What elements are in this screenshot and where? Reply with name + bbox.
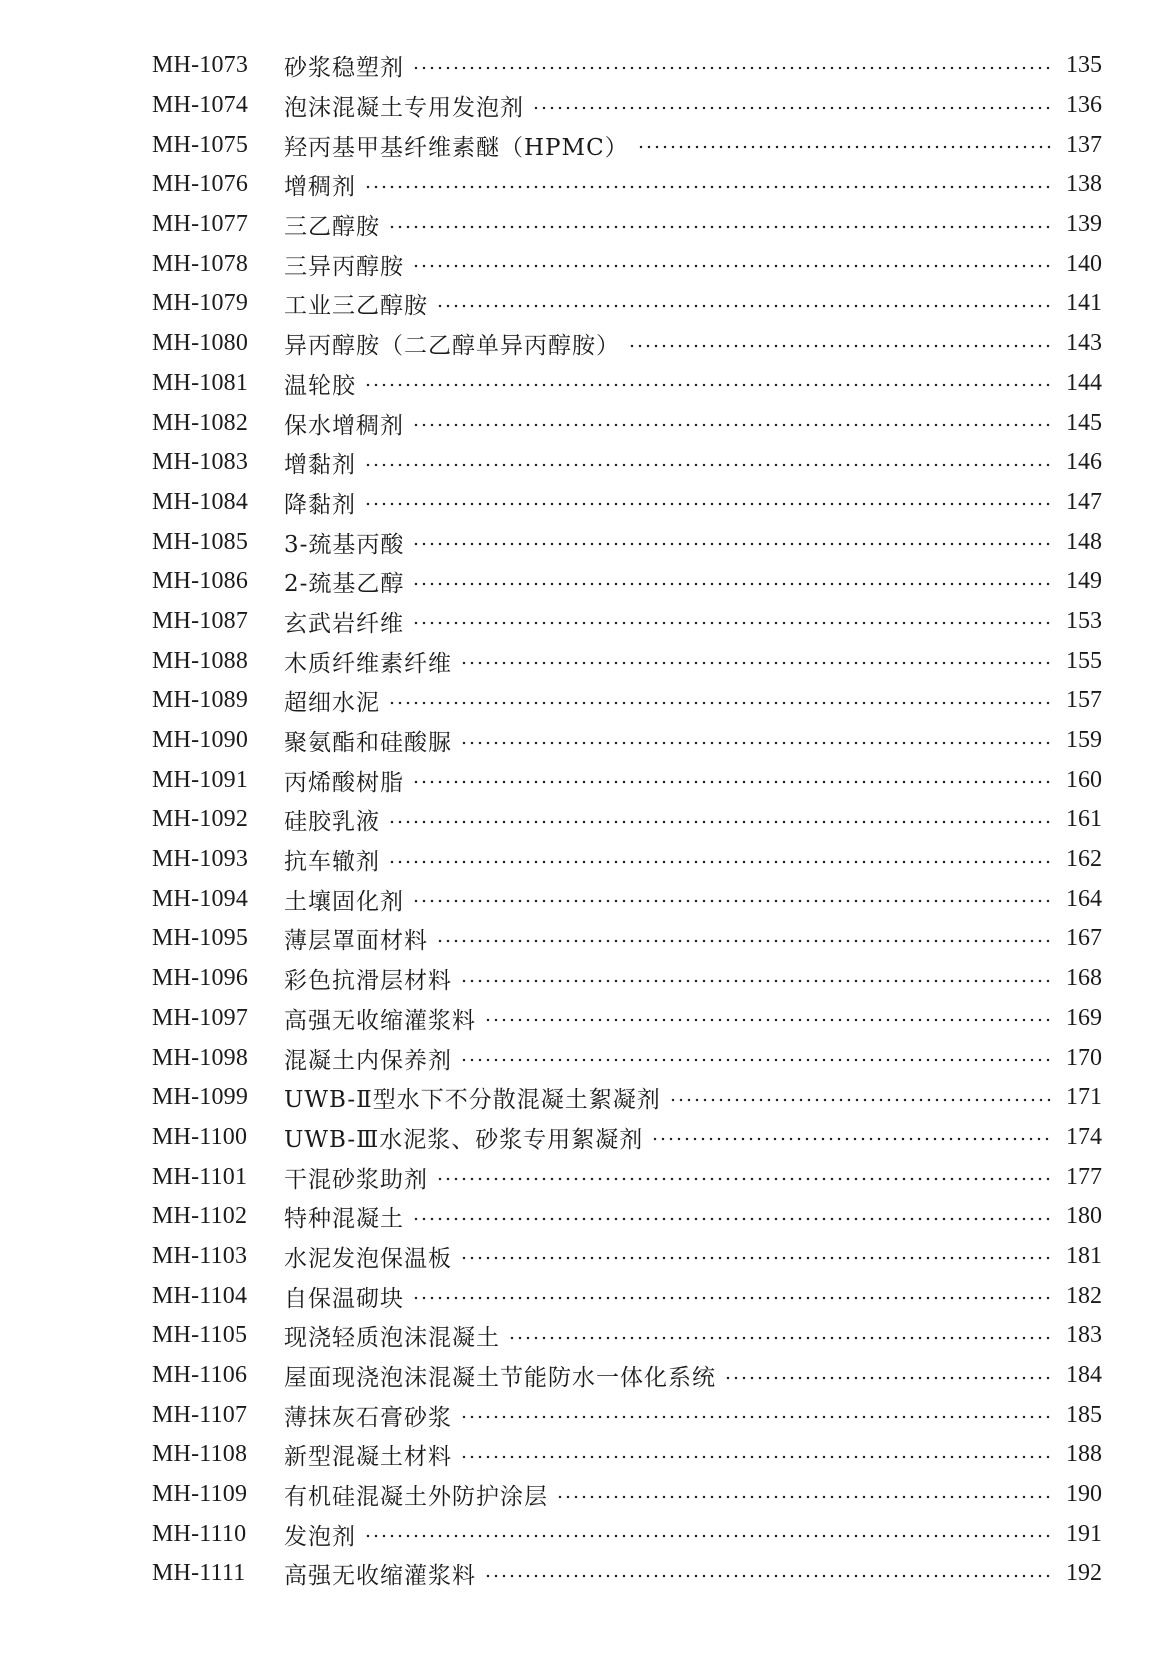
toc-entry-title: 有机硅混凝土外防护涂层: [284, 1484, 548, 1511]
toc-entry[interactable]: [152, 1554, 1102, 1594]
toc-entry[interactable]: [152, 800, 1102, 840]
toc-entry-page: 138: [1066, 171, 1102, 198]
toc-entry-code: MH-1096: [152, 965, 249, 992]
toc-entry-title: 降黏剂: [284, 491, 356, 518]
toc-entry[interactable]: [152, 443, 1102, 483]
dot-leader: [412, 582, 1052, 586]
toc-entry-title: 新型混凝土材料: [284, 1444, 452, 1471]
toc-entry[interactable]: [152, 959, 1102, 999]
toc-entry-title: 超细水泥: [284, 690, 380, 717]
toc-entry-title: 屋面现浇泡沫混凝土节能防水一体化系统: [284, 1365, 716, 1392]
toc-entry-page: 180: [1066, 1203, 1102, 1230]
toc-entry[interactable]: [152, 1118, 1102, 1158]
toc-entry[interactable]: [152, 1276, 1102, 1316]
toc-entry-code: MH-1093: [152, 846, 249, 873]
toc-entry[interactable]: [152, 602, 1102, 642]
toc-entry-title: 三乙醇胺: [284, 214, 380, 241]
toc-entry[interactable]: [152, 1078, 1102, 1118]
toc-entry[interactable]: [152, 86, 1102, 126]
toc-entry-code: MH-1111: [152, 1560, 246, 1587]
toc-entry-page: 192: [1066, 1560, 1102, 1587]
dot-leader: [412, 1296, 1052, 1300]
toc-entry[interactable]: [152, 324, 1102, 364]
toc-entry-title: 聚氨酯和硅酸脲: [284, 730, 452, 757]
toc-entry[interactable]: [152, 681, 1102, 721]
toc-entry[interactable]: [152, 403, 1102, 443]
toc-entry[interactable]: [152, 1475, 1102, 1515]
toc-entry[interactable]: [152, 879, 1102, 919]
toc-entry-page: 168: [1066, 965, 1102, 992]
toc-entry-title: 抗车辙剂: [284, 849, 380, 876]
toc-entry-code: MH-1103: [152, 1242, 248, 1269]
toc-entry-code: MH-1095: [152, 925, 249, 952]
toc-entry[interactable]: [152, 919, 1102, 959]
toc-entry-code: MH-1108: [152, 1441, 248, 1468]
toc-entry-page: 164: [1066, 885, 1102, 912]
toc-entry-page: 183: [1066, 1322, 1102, 1349]
toc-entry[interactable]: [152, 562, 1102, 602]
toc-entry-page: 136: [1066, 92, 1102, 119]
toc-entry-code: MH-1110: [152, 1520, 247, 1547]
toc-entry-code: MH-1086: [152, 568, 249, 595]
toc-entry-title: 工业三乙醇胺: [284, 293, 428, 320]
toc-entry-page: 137: [1066, 131, 1102, 158]
toc-entry-code: MH-1083: [152, 449, 249, 476]
dot-leader: [436, 304, 1052, 308]
dot-leader: [460, 741, 1052, 745]
toc-entry-code: MH-1076: [152, 171, 249, 198]
dot-leader: [412, 542, 1052, 546]
toc-entry-code: MH-1106: [152, 1362, 248, 1389]
dot-leader: [460, 1455, 1052, 1459]
dot-leader: [460, 1256, 1052, 1260]
dot-leader: [412, 780, 1052, 784]
toc-entry[interactable]: [152, 205, 1102, 245]
toc-entry-title: 丙烯酸树脂: [284, 769, 404, 796]
toc-entry-code: MH-1085: [152, 528, 249, 555]
toc-entry-title: 混凝土内保养剂: [284, 1047, 452, 1074]
dot-leader: [484, 1574, 1052, 1578]
toc-entry-page: 182: [1066, 1282, 1102, 1309]
dot-leader: [388, 225, 1052, 229]
dot-leader: [484, 1018, 1052, 1022]
toc-entry-code: MH-1090: [152, 727, 249, 754]
toc-entry-page: 144: [1066, 369, 1102, 396]
toc-entry[interactable]: [152, 1157, 1102, 1197]
toc-entry-code: MH-1089: [152, 687, 249, 714]
dot-leader: [436, 1177, 1052, 1181]
toc-entry-page: 155: [1066, 647, 1102, 674]
toc-entry-page: 146: [1066, 449, 1102, 476]
toc-entry-page: 190: [1066, 1481, 1102, 1508]
toc-entry-page: 170: [1066, 1044, 1102, 1071]
toc-entry-code: MH-1102: [152, 1203, 248, 1230]
toc-entry-page: 159: [1066, 727, 1102, 754]
toc-entry-title: 增黏剂: [284, 452, 356, 479]
dot-leader: [436, 939, 1052, 943]
toc-entry-title: 3-巯基丙酸: [284, 531, 405, 558]
toc-entry[interactable]: [152, 244, 1102, 284]
dot-leader: [412, 264, 1052, 268]
dot-leader: [388, 820, 1052, 824]
toc-entry[interactable]: [152, 165, 1102, 205]
toc-entry-page: 149: [1066, 568, 1102, 595]
toc-entry-title: 干混砂浆助剂: [284, 1166, 428, 1193]
toc-entry-page: 177: [1066, 1163, 1102, 1190]
toc-entry-code: MH-1081: [152, 369, 249, 396]
toc-entry-title: 彩色抗滑层材料: [284, 968, 452, 995]
toc-entry[interactable]: [152, 125, 1102, 165]
dot-leader: [532, 106, 1052, 110]
toc-entry-page: 181: [1066, 1242, 1102, 1269]
toc-entry[interactable]: [152, 1197, 1102, 1237]
toc-entry-title: 羟丙基甲基纤维素醚（HPMC）: [284, 134, 629, 161]
dot-leader: [556, 1495, 1052, 1499]
toc-entry-code: MH-1109: [152, 1481, 248, 1508]
toc-entry-page: 145: [1066, 409, 1102, 436]
toc-entry-code: MH-1080: [152, 330, 249, 357]
toc-entry-title: 泡沫混凝土专用发泡剂: [284, 95, 524, 122]
dot-leader: [460, 1415, 1052, 1419]
dot-leader: [460, 661, 1052, 665]
toc-entry-title: 异丙醇胺（二乙醇单异丙醇胺）: [284, 333, 620, 360]
toc-entry[interactable]: [152, 840, 1102, 880]
toc-entry[interactable]: [152, 999, 1102, 1039]
toc-list: [152, 46, 1102, 1594]
toc-entry-code: MH-1082: [152, 409, 249, 436]
dot-leader: [412, 899, 1052, 903]
toc-entry-code: MH-1097: [152, 1004, 249, 1031]
toc-entry-code: MH-1077: [152, 211, 249, 238]
toc-entry-page: 160: [1066, 766, 1102, 793]
toc-entry-title: UWB-Ⅲ水泥浆、砂浆专用絮凝剂: [284, 1126, 644, 1153]
dot-leader: [412, 621, 1052, 625]
toc-entry-page: 140: [1066, 250, 1102, 277]
toc-entry-page: 162: [1066, 846, 1102, 873]
toc-entry-code: MH-1073: [152, 52, 249, 79]
toc-entry-code: MH-1100: [152, 1123, 248, 1150]
toc-entry-title: 三异丙醇胺: [284, 253, 404, 280]
toc-entry-code: MH-1088: [152, 647, 249, 674]
toc-entry[interactable]: [152, 364, 1102, 404]
toc-entry[interactable]: [152, 1435, 1102, 1475]
toc-entry-page: 188: [1066, 1441, 1102, 1468]
toc-entry[interactable]: [152, 1356, 1102, 1396]
toc-entry-title: 现浇轻质泡沫混凝土: [284, 1325, 500, 1352]
toc-entry-code: MH-1078: [152, 250, 249, 277]
dot-leader: [651, 1137, 1052, 1141]
toc-entry-title: 水泥发泡保温板: [284, 1245, 452, 1272]
dot-leader: [364, 463, 1052, 467]
dot-leader: [364, 185, 1052, 189]
dot-leader: [628, 344, 1052, 348]
toc-entry-code: MH-1087: [152, 607, 249, 634]
toc-entry-code: MH-1105: [152, 1322, 248, 1349]
toc-entry-page: 157: [1066, 687, 1102, 714]
toc-entry[interactable]: [152, 284, 1102, 324]
dot-leader: [412, 423, 1052, 427]
toc-entry-page: 185: [1066, 1401, 1102, 1428]
toc-entry-title: 温轮胶: [284, 372, 356, 399]
toc-entry-title: 木质纤维素纤维: [284, 650, 452, 677]
toc-entry-page: 191: [1066, 1520, 1102, 1547]
toc-entry[interactable]: [152, 641, 1102, 681]
toc-entry-code: MH-1092: [152, 806, 249, 833]
toc-entry-code: MH-1074: [152, 92, 249, 119]
toc-entry-title: 高强无收缩灌浆料: [284, 1007, 476, 1034]
dot-leader: [724, 1376, 1052, 1380]
dot-leader: [412, 1217, 1052, 1221]
toc-entry-page: 147: [1066, 488, 1102, 515]
toc-entry[interactable]: [152, 46, 1102, 86]
toc-entry-title: 砂浆稳塑剂: [284, 55, 404, 82]
toc-entry-title: 发泡剂: [284, 1523, 356, 1550]
toc-entry-code: MH-1079: [152, 290, 249, 317]
toc-entry-page: 148: [1066, 528, 1102, 555]
toc-entry-page: 161: [1066, 806, 1102, 833]
toc-entry-page: 174: [1066, 1123, 1102, 1150]
toc-entry-title: 保水增稠剂: [284, 412, 404, 439]
dot-leader: [388, 701, 1052, 705]
toc-entry-title: 高强无收缩灌浆料: [284, 1563, 476, 1590]
toc-entry-page: 139: [1066, 211, 1102, 238]
toc-entry-page: 135: [1066, 52, 1102, 79]
toc-entry-code: MH-1091: [152, 766, 249, 793]
toc-entry-title: 增稠剂: [284, 174, 356, 201]
toc-entry-title: 薄抹灰石膏砂浆: [284, 1404, 452, 1431]
dot-leader: [412, 66, 1052, 70]
toc-entry[interactable]: [152, 1038, 1102, 1078]
toc-entry-title: UWB-Ⅱ型水下不分散混凝土絮凝剂: [284, 1087, 661, 1114]
toc-entry[interactable]: [152, 1514, 1102, 1554]
toc-entry[interactable]: [152, 1316, 1102, 1356]
toc-entry-code: MH-1101: [152, 1163, 248, 1190]
toc-entry-title: 自保温砌块: [284, 1285, 404, 1312]
toc-entry[interactable]: [152, 721, 1102, 761]
toc-entry-title: 硅胶乳液: [284, 809, 380, 836]
toc-entry-page: 167: [1066, 925, 1102, 952]
toc-entry-code: MH-1094: [152, 885, 249, 912]
dot-leader: [508, 1336, 1052, 1340]
toc-entry-page: 153: [1066, 607, 1102, 634]
dot-leader: [388, 860, 1052, 864]
toc-entry-page: 184: [1066, 1362, 1102, 1389]
toc-entry[interactable]: [152, 760, 1102, 800]
toc-entry-code: MH-1075: [152, 131, 249, 158]
toc-entry-title: 玄武岩纤维: [284, 610, 404, 637]
toc-entry-code: MH-1098: [152, 1044, 249, 1071]
toc-entry-code: MH-1107: [152, 1401, 248, 1428]
toc-entry-title: 特种混凝土: [284, 1206, 404, 1233]
toc-entry-page: 143: [1066, 330, 1102, 357]
dot-leader: [364, 1534, 1052, 1538]
dot-leader: [364, 502, 1052, 506]
toc-entry-title: 薄层罩面材料: [284, 928, 428, 955]
toc-entry-code: MH-1099: [152, 1084, 249, 1111]
dot-leader: [364, 383, 1052, 387]
toc-entry-page: 169: [1066, 1004, 1102, 1031]
dot-leader: [460, 979, 1052, 983]
toc-entry[interactable]: [152, 1237, 1102, 1277]
toc-entry-title: 2-巯基乙醇: [284, 571, 405, 598]
toc-entry-page: 171: [1066, 1084, 1102, 1111]
toc-entry-page: 141: [1066, 290, 1102, 317]
dot-leader: [669, 1098, 1052, 1102]
dot-leader: [460, 1058, 1052, 1062]
dot-leader: [637, 145, 1052, 149]
toc-entry[interactable]: [152, 483, 1102, 523]
toc-entry-code: MH-1104: [152, 1282, 248, 1309]
toc-entry[interactable]: [152, 1395, 1102, 1435]
toc-entry-title: 土壤固化剂: [284, 888, 404, 915]
toc-entry[interactable]: [152, 522, 1102, 562]
toc-entry-code: MH-1084: [152, 488, 249, 515]
